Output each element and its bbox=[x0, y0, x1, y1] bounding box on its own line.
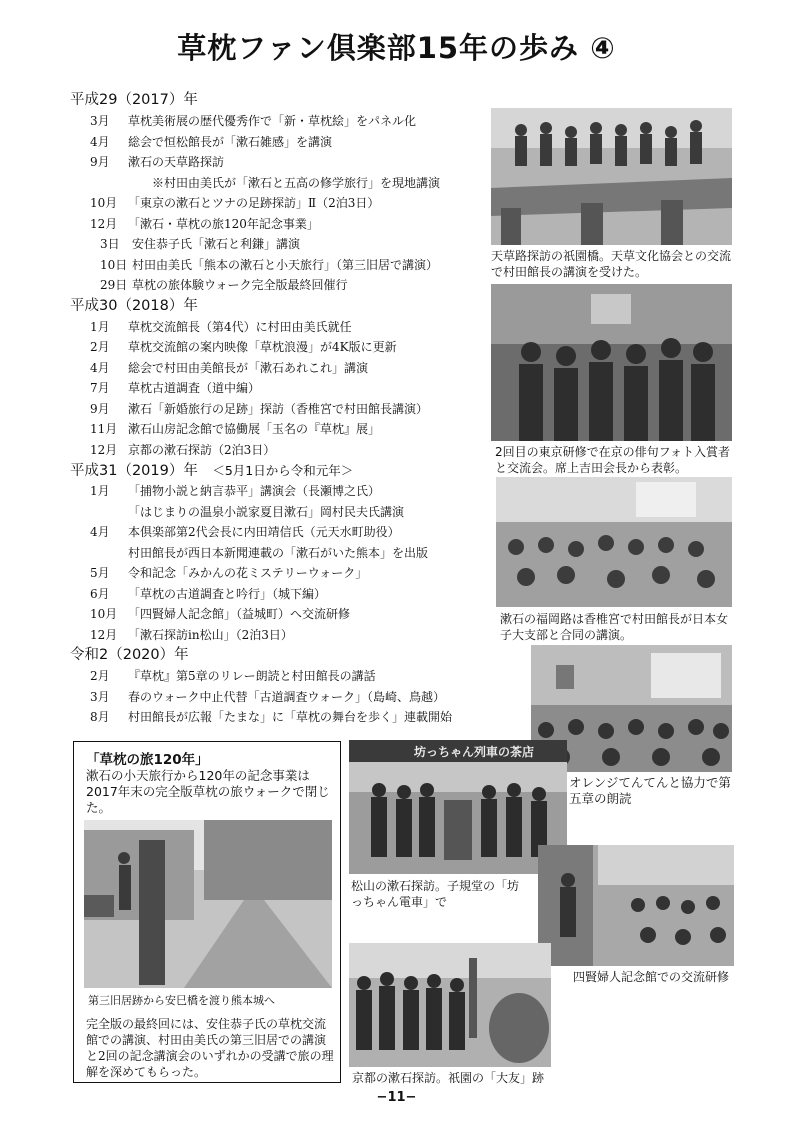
photo-caption: 京都の漱石探訪。祇園の「大友」跡 bbox=[352, 1071, 545, 1085]
timeline-event: 4月 本倶楽部第2代会長に内田靖信氏（元天水町助役） bbox=[90, 525, 400, 539]
timeline bbox=[70, 90, 490, 728]
timeline-event: 12月 「漱石・草枕の旅120年記念事業」 bbox=[90, 216, 319, 231]
timeline-event: 9月 漱石「新婚旅行の足跡」探訪（香椎宮で村田館長講演） bbox=[90, 401, 429, 416]
timeline-event: 9月 漱石の天草路探訪 bbox=[90, 155, 225, 169]
year-heading: 平成30（2018）年 bbox=[70, 297, 198, 314]
page-number: −11− bbox=[376, 1090, 417, 1105]
photo-caption: 四賢婦人記念館での交流研修 bbox=[573, 970, 730, 984]
timeline-event: 8月 村田館長が広報「たまな」に「草枕の舞台を歩く」連載開始 bbox=[90, 710, 453, 724]
box-photo-caption: 第三旧居跡から安巳橋を渡り熊本城へ bbox=[88, 994, 275, 1007]
timeline-event: 7月 草枕古道調査（道中編） bbox=[90, 381, 261, 395]
timeline-event: 1月 「捕物小説と納言恭平」講演会（長瀬博之氏） bbox=[90, 484, 381, 498]
timeline-event: 4月 総会で恒松館長が「漱石雑感」を講演 bbox=[90, 134, 333, 149]
photo-tokyo-group bbox=[491, 284, 732, 441]
photo-caption: 2回目の東京研修で在京の俳句フォト入賞者と交流会。席上吉田会長から表彰。 bbox=[495, 445, 731, 475]
timeline-event: 11月 漱石山房記念館で協働展「玉名の『草枕』展」 bbox=[90, 422, 381, 436]
photo-shiken-fujin-hall bbox=[538, 845, 734, 966]
timeline-event: 10月 「四賢婦人記念館」（益城町）へ交流研修 bbox=[90, 607, 351, 621]
timeline-event: 3月 春のウォーク中止代替「古道調査ウォーク」（島崎、鳥越） bbox=[90, 689, 446, 704]
timeline-event: 10月 「東京の漱石とツナの足跡探訪」Ⅱ（2泊3日） bbox=[90, 196, 380, 210]
timeline-note: ※村田由美氏が「漱石と五高の修学旅行」を現地講演 bbox=[152, 175, 441, 190]
kusamakura-120-box bbox=[73, 741, 341, 1083]
box-intro-text: 漱石の小天旅行から120年の記念事業は2017年末の完全版草枕の旅ウォークで閉じた。 bbox=[86, 768, 330, 815]
timeline-day-event: 29日 草枕の旅体験ウォーク完全版最終回催行 bbox=[100, 278, 348, 292]
timeline-event: 4月 総会で村田由美館長が「漱石あれこれ」講演 bbox=[90, 360, 369, 375]
page-title: 草枕ファン倶楽部15年の歩み ④ bbox=[177, 31, 616, 65]
timeline-event: 2月 草枕交流館の案内映像「草枕浪漫」が4K版に更新 bbox=[90, 340, 397, 354]
box-title: 「草枕の旅120年」 bbox=[86, 752, 209, 768]
photo-caption: 天草路探訪の祇園橋。天草文化協会との交流で村田館長の講演を受けた。 bbox=[491, 249, 732, 279]
timeline-event: 3月 草枕美術展の歴代優秀作で「新・草枕絵」をパネル化 bbox=[90, 114, 417, 128]
photo-caption: 松山の漱石探訪。子規堂の「坊っちゃん電車」で bbox=[351, 879, 520, 909]
photo-gion-bridge bbox=[491, 108, 732, 245]
timeline-day-event: 10日 村田由美氏「熊本の漱石と小天旅行」（第三旧居で講演） bbox=[100, 257, 439, 272]
timeline-event: 2月 『草枕』第5章のリレー朗読と村田館長の講話 bbox=[90, 669, 376, 683]
box-body-text: 完全版の最終回には、安住恭子氏の草枕交流館での講演、村田由美氏の第三旧居での講演と2回の記念講演会のいずれかの受講で旅の理解を深めてもらった。 bbox=[86, 1017, 334, 1079]
timeline-event: 6月 「草枕の古道調査と吟行」（城下編） bbox=[90, 586, 327, 601]
shop-sign: 坊っちゃん列車の茶店 bbox=[414, 745, 535, 759]
photo-caption: オレンジてんてんと協力で第五章の朗読 bbox=[569, 775, 731, 806]
photo-matsuyama bbox=[349, 740, 567, 874]
year-heading: 令和2（2020）年 bbox=[70, 647, 189, 663]
timeline-event: 1月 草枕交流館長（第4代）に村田由美氏就任 bbox=[90, 319, 352, 334]
year-heading: 平成29（2017）年 bbox=[70, 92, 198, 108]
photo-caption: 漱石の福岡路は香椎宮で村田館長が日本女子大支部と合同の講演。 bbox=[500, 612, 729, 642]
photo-fukuoka-lecture bbox=[496, 477, 732, 607]
timeline-continuation: 「はじまりの温泉小説家夏目漱石」岡村民夫氏講演 bbox=[128, 504, 405, 519]
photo-kyoto bbox=[349, 943, 551, 1067]
timeline-event: 12月 「漱石探訪in松山」（2泊3日） bbox=[90, 627, 293, 642]
timeline-continuation: 村田館長が西日本新聞連載の「漱石がいた熊本」を出版 bbox=[128, 545, 429, 560]
timeline-day-event: 3日 安住恭子氏「漱石と利鎌」講演 bbox=[100, 237, 301, 251]
photo-street-old-residence bbox=[84, 820, 332, 988]
timeline-event: 12月 京都の漱石探訪（2泊3日） bbox=[90, 442, 276, 457]
year-heading: 平成31（2019）年 ＜5月1日から令和元年＞ bbox=[70, 463, 354, 479]
timeline-event: 5月 令和記念「みかんの花ミステリーウォーク」 bbox=[90, 566, 368, 580]
